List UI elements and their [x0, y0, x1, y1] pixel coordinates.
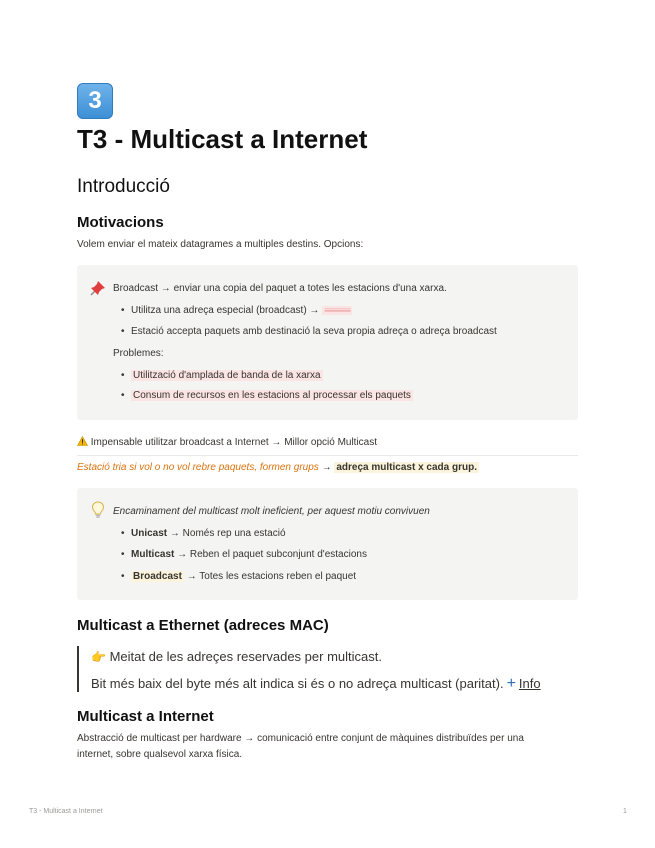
info-link[interactable]: Info	[518, 676, 541, 691]
list-item	[131, 528, 286, 539]
pointing-hand-icon: 👉	[91, 650, 106, 664]
term-description: → Totes les estacions reben el paquet	[186, 571, 357, 582]
term-broadcast: Broadcast	[133, 571, 182, 582]
heading-introduccio: Introducció	[77, 176, 170, 197]
list-item	[131, 571, 356, 582]
heading-motivacions: Motivacions	[77, 214, 164, 231]
list-item	[131, 390, 413, 401]
lightbulb-icon	[91, 501, 105, 519]
internet-text-line1: Abstracció de multicast per hardware → comunicació entre conjunt de màquines distribuïdes per una	[77, 733, 524, 744]
warning-icon	[77, 436, 88, 446]
quote-line	[91, 675, 541, 693]
motivations-text: Volem enviar el mateix datagrames a multiples destins. Opcions:	[77, 239, 364, 250]
list-item	[131, 305, 352, 316]
heading-multicast-internet: Multicast a Internet	[77, 708, 214, 725]
groups-italic-text: Estació tria si vol o no vol rebre paquets, formen grups	[77, 462, 319, 473]
list-item	[131, 549, 367, 560]
warning-text: Impensable utilitzar broadcast a Internet → Millor opció Multicast	[90, 437, 378, 448]
footer-title: T3 - Multicast a Internet	[29, 808, 103, 815]
heading-multicast-ethernet: Multicast a Ethernet (adreces MAC)	[77, 617, 329, 634]
callout-intro-text: Encaminament del multicast molt ineficient, per aquest motiu convivuen	[113, 506, 430, 517]
plus-icon[interactable]: +	[506, 675, 516, 692]
groups-bold-text: adreça multicast x cada grup.	[336, 462, 477, 473]
term-description: → Només rep una estació	[169, 528, 286, 539]
problems-label: Problemes:	[113, 348, 164, 359]
internet-text-line2: internet, sobre qualsevol xarxa física.	[77, 749, 243, 760]
redacted-address: ≡≡≡≡≡≡≡	[324, 306, 350, 315]
multicast-callout	[77, 488, 578, 600]
page-number-icon: 3	[77, 83, 113, 119]
page-title: T3 - Multicast a Internet	[77, 124, 368, 154]
term-description: → Reben el paquet subconjunt d'estacions	[177, 549, 367, 560]
term-unicast: Unicast	[131, 528, 168, 539]
groups-line	[77, 462, 479, 473]
broadcast-callout	[77, 265, 578, 420]
problem-text: Utilització d'amplada de banda de la xarxa	[133, 370, 321, 381]
problem-text: Consum de recursos en les estacions al processar els paquets	[133, 390, 411, 401]
footer-page-number: 1	[623, 808, 627, 815]
quote-text: Bit més baix del byte més alt indica si és o no adreça multicast (paritat).	[91, 676, 504, 691]
arrow-text: →	[321, 462, 332, 473]
pushpin-icon	[89, 279, 107, 297]
ethernet-quote	[77, 646, 582, 692]
quote-line	[91, 649, 382, 664]
term-multicast: Multicast	[131, 549, 175, 560]
list-item	[131, 370, 323, 381]
list-item: • Estació accepta paquets amb destinació la seva propia adreça o adreça broadcast	[131, 326, 497, 337]
divider	[77, 455, 578, 456]
warning-line	[77, 436, 377, 448]
quote-text: Meitat de les adreçes reservades per multicast.	[109, 649, 382, 664]
bullet-text: Utilitza una adreça especial (broadcast) →	[131, 305, 320, 316]
callout-broadcast-line: Broadcast → enviar una copia del paquet a totes les estacions d'una xarxa.	[113, 283, 447, 294]
